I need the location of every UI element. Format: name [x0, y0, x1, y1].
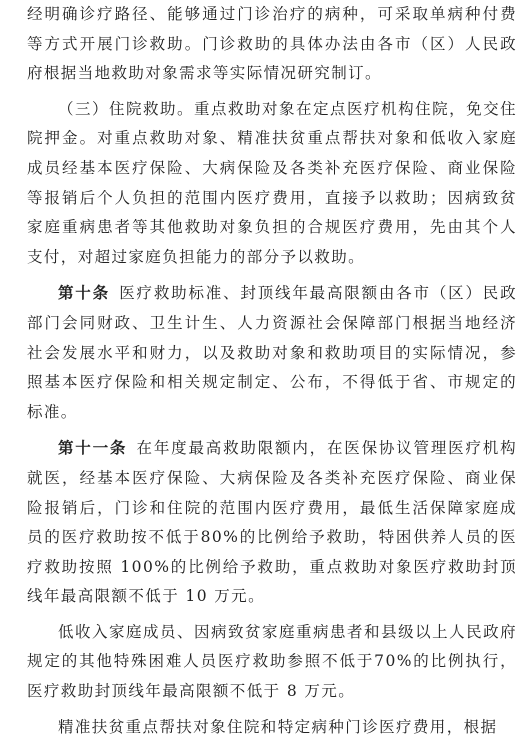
article-eleven — [27, 433, 517, 612]
paragraph-text: （三）住院救助。重点救助对象在定点医疗机构住院，免交住院押金。对重点救助对象、精准扶贫重点帮扶对象和低收入家庭成员经基本医疗保险、大病保险及各类补充医疗保险、商业保险等报销后个人负担的范围内医疗费用，直接予以救助；因病致贫家庭重病患者等其他救助对象负担的合规医疗费用，先由其个人支付，对超过家庭负担能力的部分予以救助。 — [27, 99, 517, 266]
paragraph-inpatient-aid — [27, 95, 517, 273]
article-ten-title: 第十条 — [58, 283, 110, 303]
paragraph-outpatient-continued — [27, 0, 517, 89]
paragraph-text: 医疗救助标准、封顶线年最高限额由各市（区）民政部门会同财政、卫生计生、人力资源社会保障部门根据当地经济社会发展水平和财力，以及救助对象和救助项目的实际情况，参照基本医疗保险和相关规定制定、公布，不得低于省、市规定的标准。 — [27, 284, 517, 421]
paragraph-low-income — [27, 618, 517, 707]
paragraph-poverty-relief — [27, 713, 517, 742]
paragraph-text: 精准扶贫重点帮扶对象住院和特定病种门诊医疗费用，根据 — [58, 717, 498, 736]
article-ten — [27, 278, 517, 427]
paragraph-text: 低收入家庭成员、因病致贫家庭重病患者和县级以上人民政府规定的其他特殊困难人员医疗救助参照不低于70%的比例执行，医疗救助封顶线年最高限额不低于 8 万元。 — [27, 622, 517, 701]
document-page — [27, 0, 517, 742]
paragraph-text: 在年度最高救助限额内，在医保协议管理医疗机构就医，经基本医疗保险、大病保险及各类补充医疗保险、商业保险报销后，门诊和住院的范围内医疗费用，最低生活保障家庭成员的医疗救助按不低于80%的比例给予救助，特困供养人员的医疗救助按照 100%的比例给予救助，重点救助对象医疗救助封顶线年最高限额不低于 10 万元。 — [27, 439, 517, 606]
article-eleven-title: 第十一条 — [58, 438, 128, 458]
paragraph-text: 经明确诊疗路径、能够通过门诊治疗的病种，可采取单病种付费等方式开展门诊救助。门诊救助的具体办法由各市（区）人民政府根据当地救助对象需求等实际情况研究制订。 — [27, 5, 517, 83]
